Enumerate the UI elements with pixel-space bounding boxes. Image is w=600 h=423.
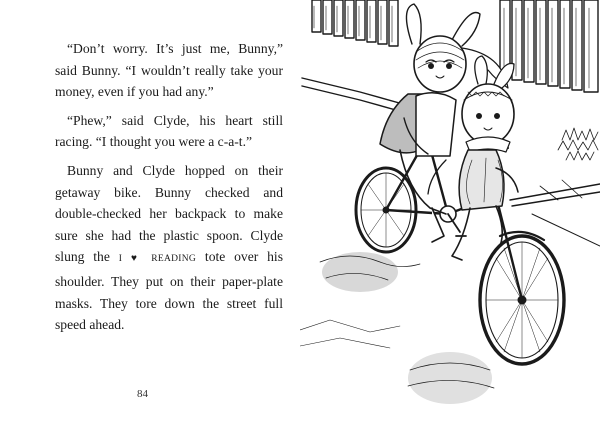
paragraph-3-before: Bunny and Clyde hopped on their getaway bike. Bunny checked and double-checked her backpack to make sure she had the plastic spoon. Clyde slung the: [55, 162, 283, 265]
paragraph-1: “Don’t worry. It’s just me, Bunny,” said Bunny. “I wouldn’t really take your money, even if you had any.”: [55, 41, 283, 100]
tote-word-i: I: [118, 254, 123, 265]
paragraph-3: [55, 160, 283, 336]
heart-icon: ♥: [131, 253, 143, 265]
bunny-clyde-bike-illustration: [300, 0, 600, 423]
paragraph-3-after: tote over his shoulder. They put on their paper-plate masks. They tore down the street full speed ahead.: [55, 249, 283, 333]
story-text: [55, 38, 283, 336]
ground-shadow: [300, 252, 494, 404]
illustration-page: [300, 0, 600, 423]
page-number: 84: [137, 388, 148, 400]
paragraph-2: “Phew,” said Clyde, his heart still racing. “I thought you were a c-a-t.”: [55, 112, 283, 150]
bushes: [558, 128, 598, 160]
tote-word-reading: READING: [151, 254, 197, 265]
